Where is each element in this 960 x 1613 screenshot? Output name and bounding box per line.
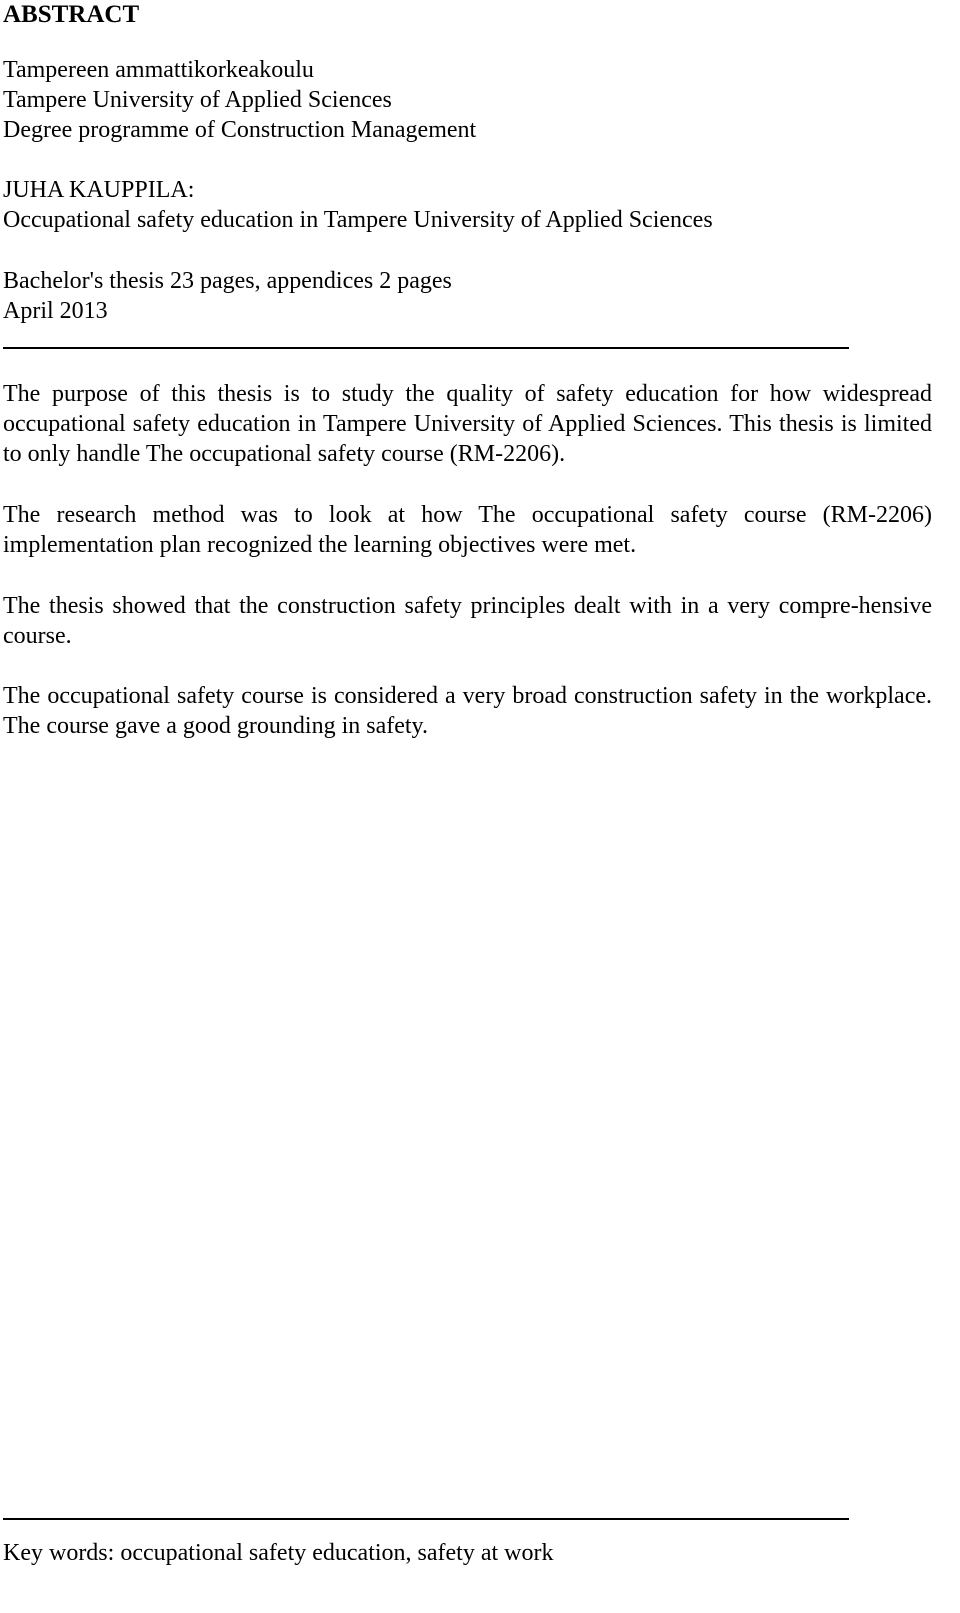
institution-name-en: Tampere University of Applied Sciences [3,87,392,113]
abstract-paragraph-results: The thesis showed that the construction safety principles dealt with in a very compre-hensive course. [3,593,932,649]
thesis-info: Bachelor's thesis 23 pages, appendices 2 pages [3,268,452,294]
thesis-title: Occupational safety education in Tampere University of Applied Sciences [3,207,713,233]
abstract-paragraph-method: The research method was to look at how The occupational safety course (RM-2206) implementation plan recognized the learning objectives were met. [3,502,932,558]
top-divider [3,347,849,349]
abstract-heading: ABSTRACT [3,1,140,28]
degree-programme: Degree programme of Construction Management [3,117,477,143]
bottom-divider [3,1518,849,1520]
author-name: JUHA KAUPPILA: [3,177,195,203]
institution-name-fi: Tampereen ammattikorkeakoulu [3,57,314,83]
abstract-paragraph-conclusion: The occupational safety course is considered a very broad construction safety in the workplace. The course gave a good grounding in safety. [3,683,932,739]
thesis-date: April 2013 [3,298,108,324]
keywords: Key words: occupational safety education, safety at work [3,1540,554,1566]
abstract-paragraph-purpose: The purpose of this thesis is to study the quality of safety education for how widespread occupational safety education in Tampere University of Applied Sciences. This thesis is limited to only handle The occupational safety course (RM-2206). [3,381,932,467]
